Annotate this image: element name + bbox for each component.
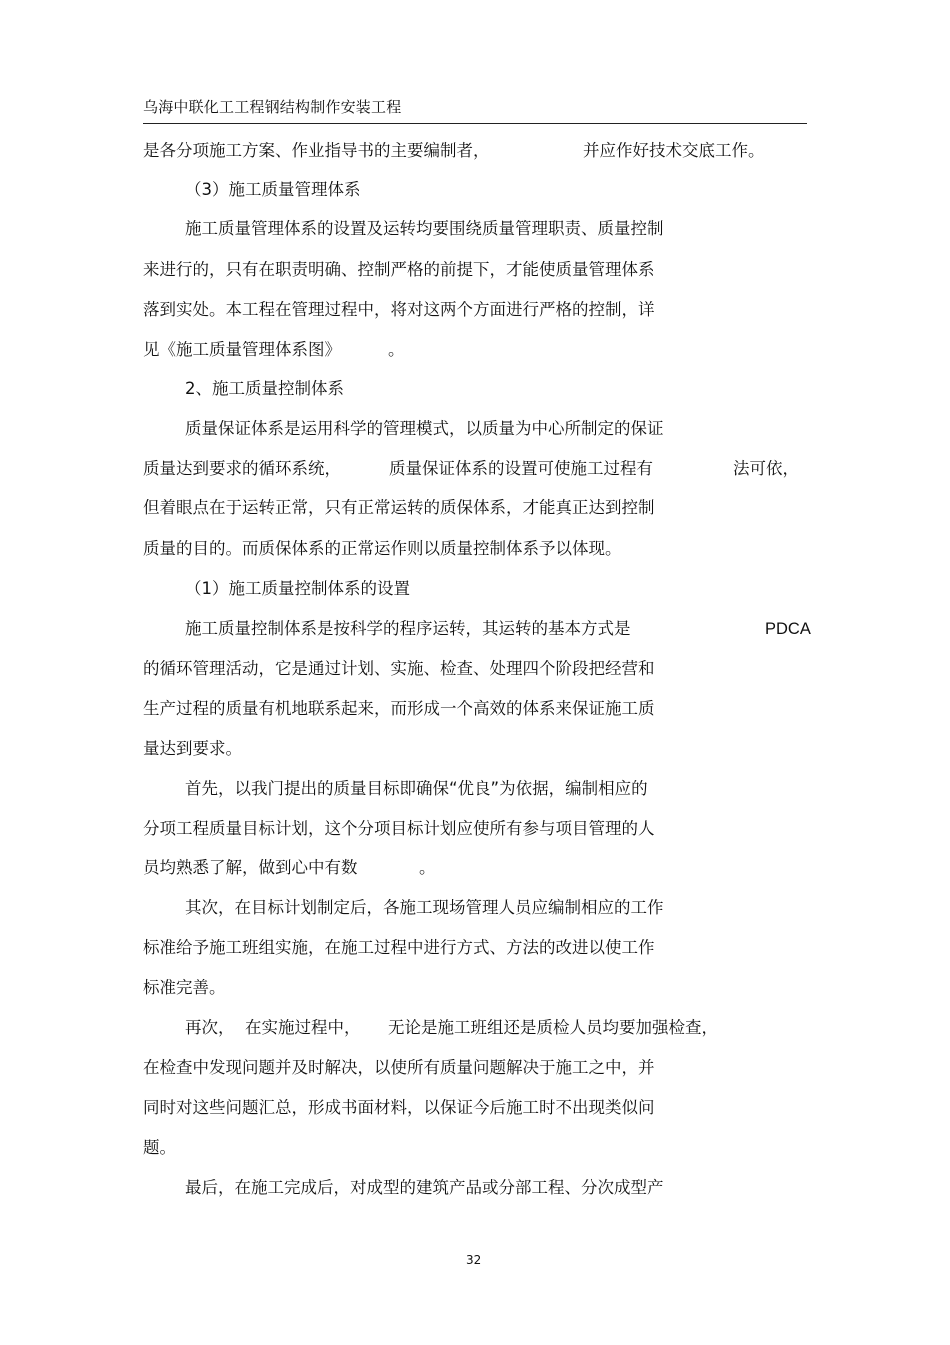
page-number: 32 bbox=[466, 1253, 482, 1267]
line-23-part-c: 无论是施工班组还是质检人员均要加强检查， bbox=[388, 1018, 718, 1037]
line-25: 同时对这些问题汇总，形成书面材料，以保证今后施工时不出现类似问 bbox=[143, 1098, 655, 1117]
line-4: 来进行的，只有在职责明确、控制严格的前提下，才能使质量管理体系 bbox=[143, 260, 655, 279]
section-heading-2: 2、施工质量控制体系 bbox=[185, 379, 344, 398]
line-21: 标准给予施工班组实施，在施工过程中进行方式、方法的改进以使工作 bbox=[143, 938, 655, 957]
line-17: 首先，以我门提出的质量目标即确保“优良”为依据，编制相应的 bbox=[185, 779, 648, 798]
subheading-1: （1）施工质量控制体系的设置 bbox=[185, 579, 410, 598]
line-11: 质量的目的。而质保体系的正常运作则以质量控制体系予以体现。 bbox=[143, 539, 622, 558]
line-6-part-b: 。 bbox=[388, 340, 405, 359]
line-26: 题。 bbox=[143, 1138, 176, 1157]
header-rule bbox=[143, 123, 807, 124]
line-18: 分项工程质量目标计划，这个分项目标计划应使所有参与项目管理的人 bbox=[143, 819, 655, 838]
line-13-part-a: 施工质量控制体系是按科学的程序运转，其运转的基本方式是 bbox=[185, 619, 631, 638]
line-19-part-a: 员均熟悉了解，做到心中有数 bbox=[143, 858, 358, 877]
line-9-part-a: 质量达到要求的循环系统， bbox=[143, 459, 341, 478]
line-15: 生产过程的质量有机地联系起来，而形成一个高效的体系来保证施工质 bbox=[143, 699, 655, 718]
line-14: 的循环管理活动，它是通过计划、实施、检查、处理四个阶段把经营和 bbox=[143, 659, 655, 678]
line-13-part-b: PDCA bbox=[765, 620, 811, 638]
line-8: 质量保证体系是运用科学的管理模式，以质量为中心所制定的保证 bbox=[185, 419, 664, 438]
line-19-part-b: 。 bbox=[419, 858, 436, 877]
line-27: 最后，在施工完成后，对成型的建筑产品或分部工程、分次成型产 bbox=[185, 1178, 664, 1197]
line-23-part-b: 在实施过程中， bbox=[245, 1018, 361, 1037]
line-24: 在检查中发现问题并及时解决，以使所有质量问题解决于施工之中，并 bbox=[143, 1058, 655, 1077]
line-5: 落到实处。本工程在管理过程中，将对这两个方面进行严格的控制，详 bbox=[143, 300, 655, 319]
subheading-3: （3）施工质量管理体系 bbox=[185, 180, 361, 199]
line-1-part-a: 是各分项施工方案、作业指导书的主要编制者， bbox=[143, 141, 490, 160]
running-header: 乌海中联化工工程钢结构制作安装工程 bbox=[143, 98, 402, 116]
line-20: 其次，在目标计划制定后，各施工现场管理人员应编制相应的工作 bbox=[185, 898, 664, 917]
line-23-part-a: 再次， bbox=[185, 1018, 235, 1037]
line-16: 量达到要求。 bbox=[143, 739, 242, 758]
line-9-part-c: 法可依， bbox=[733, 459, 799, 478]
line-22: 标准完善。 bbox=[143, 978, 226, 997]
line-10: 但着眼点在于运转正常，只有正常运转的质保体系，才能真正达到控制 bbox=[143, 498, 655, 517]
line-6-part-a: 见《施工质量管理体系图》 bbox=[143, 340, 341, 359]
line-3: 施工质量管理体系的设置及运转均要围绕质量管理职责、质量控制 bbox=[185, 219, 664, 238]
line-9-part-b: 质量保证体系的设置可使施工过程有 bbox=[389, 459, 653, 478]
line-1-part-b: 并应作好技术交底工作。 bbox=[583, 141, 765, 160]
